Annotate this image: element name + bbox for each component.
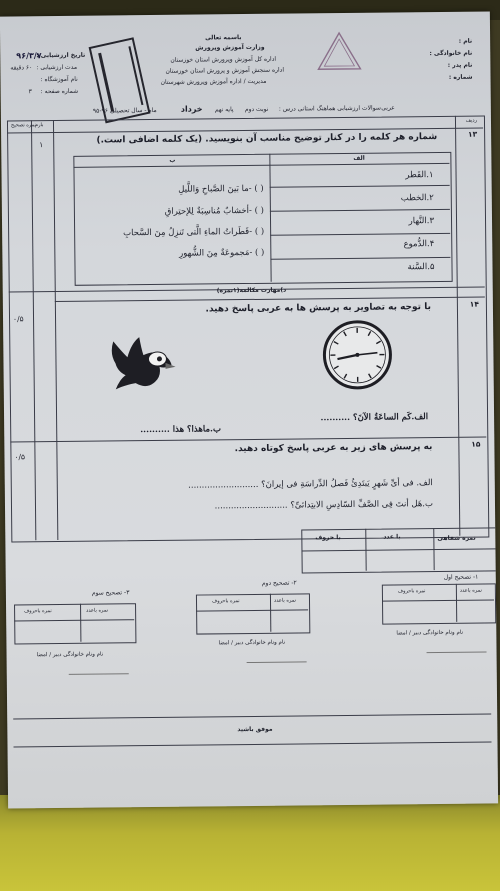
matching-table <box>73 152 452 286</box>
school-label: نام آموزشگاه : <box>40 75 78 84</box>
family-label: نام خانوادگی : <box>429 49 473 58</box>
pages-label: شماره صفحه : <box>40 87 79 96</box>
sign-label-2: نام ونام خانوادگی دبیر / امضا <box>218 639 286 647</box>
check2-label: ۲- تصحیح دوم <box>261 579 297 587</box>
subject-value: عربی <box>381 104 395 112</box>
q14-number: ۱۴ <box>469 299 479 309</box>
q14-question-b: ب.ماهذا؟ هذا .......... <box>140 424 222 436</box>
oral-digits-label: با عدد <box>383 533 401 541</box>
pages-value: ۳ <box>28 88 32 96</box>
clock-image <box>321 318 394 391</box>
bird-image <box>105 333 178 394</box>
def-2: ( ) -أخشابٌ مُناسِبَةٌ لِلإحتِراقِ <box>164 205 264 217</box>
q15-score: ۰/۵ <box>14 452 26 462</box>
oral-label: نمره شفاهی <box>437 534 476 543</box>
sign-label-1: نام ونام خانوادگی دبیر / امضا <box>396 629 464 637</box>
header-line-1: اداره کل آموزش وپرورش استان خوزستان <box>170 55 277 64</box>
def-4: ( ) -مَجموعَةٌ مِنَ الشُّهورِ <box>179 247 265 259</box>
header-line-2: اداره سنجش آموزش و پرورش استان خوزستان <box>165 66 285 75</box>
term-line: نوبت دوم <box>244 105 269 114</box>
def-3: ( ) -قَطَراتُ الماءِ الَّتی تَنزِلُ مِنَ السَّحابِ <box>123 226 265 239</box>
closing-text: موفق باشید <box>237 725 273 734</box>
word-1: ۱.القَطر <box>405 170 434 181</box>
bismillah: باسمه تعالی <box>205 34 242 42</box>
father-label: نام پدر : <box>447 61 473 69</box>
def-1: ( ) -ما بَینَ الصَّباحِ وَاللَّیلِ <box>178 183 264 195</box>
word-5: ۵.السَّنة <box>407 262 435 273</box>
col-score: بارم <box>34 122 44 129</box>
col-a-label: الف <box>353 154 365 162</box>
stamp <box>316 31 362 71</box>
col-b-label: ب <box>169 156 176 164</box>
table-surface <box>0 795 500 891</box>
word-4: ۴.الدُّموع <box>403 239 435 250</box>
date-value: ۹۶/۳/۷ <box>16 51 42 61</box>
q14-score: ۰/۵ <box>12 314 24 324</box>
check1-label: ۱- تصحیح اول <box>443 573 479 581</box>
word-3: ۳.النَّهار <box>408 216 435 227</box>
ministry-title: وزارت آموزش وپرورش <box>195 43 265 52</box>
q14-title: با توجه به تصاویر به پرسش ها به عربی پاسخ دهید. <box>205 302 431 315</box>
month-value: خرداد <box>180 104 203 114</box>
grade-line: پایه نهم <box>214 106 234 114</box>
q15-title: به پرسش های زیر به عربی پاسخ کوتاه دهید. <box>234 442 433 455</box>
word-2: ۲.الخطب <box>400 193 434 204</box>
exam-paper: باسمه تعالی وزارت آموزش وپرورش اداره کل آموزش وپرورش استان خوزستان اداره سنجش آموزش و پرورش استان خوزستان مدیریت / اداره آموزش وپرورش شهرستان نام : نام خانوادگی : نام پدر : شماره : تاریخ ارزشیابی : ۹۶/۳/۷ مدت ارزشیابی : ۶۰ دقیقه نام آموزشگاه : شماره صفحه : ۳ سوالات ارزشیابی هماهنگ استانی درس : عربی نوبت دوم پایه نهم خرداد ماه - سال تحصیلی ۹۶-۹۵ نمره تصحیح بارم ردیف ۱۳ ۱ شماره هر کلمه را در کنار توضیح مناسب آن بنویسید. (یک کلمه اضافی است.) الف ب ۱.القَطر ۲.الخطب ۳.النَّهار ۴.الدُّموع ۵.السَّنة ( ) -ما بَینَ الصَّباحِ وَاللَّیلِ ( ) -أخشابٌ مُناسِبَةٌ لِلإحتِراقِ ( ) -قَطَراتُ الماءِ الَّتی تَنزِلُ مِنَ السَّحابِ ( ) -مَجموعَةٌ مِنَ الشُّهورِ د)مهارت مکالمه(۱نمره) ۱۴ ۰/۵ با توجه به تصاویر به پرسش ها به عربی پاسخ دهید. الف.کَم الساعَةُ الآنَ؟ .......... ب.ماهذا؟ هذا .......... ۱۵ ۰/۵ به پرسش های زیر به عربی پاسخ کوتاه دهید. الف. فی أیِّ شَهرٍ یَبتَدِئُ فَصلُ الدِّراسَةِ فی إیرانَ؟ .......................... ب.هَل أنتَ فِی الصَّفِّ السّادِسِ الابتِدائیِّ؟ ........................... نمره شفاهی با عدد با حروف ۱- تصحیح اول ۲- تصحیح دوم ۳- تصحیح سوم نمره باعدد نمره باحروف نمره باعدد نمره باحروف نمره باعدد نمره باحروف نام ونام خانوادگی دبیر / امضا نام ونام خانوادگی دبیر / امضا نام ونام خانوادگی دبیر / امضا موفق باشید <box>0 11 498 808</box>
duration-value: ۶۰ دقیقه <box>10 64 33 72</box>
check3-label: ۳- تصحیح سوم <box>91 589 130 597</box>
col-row: ردیف <box>465 117 478 124</box>
q13-number: ۱۳ <box>467 129 478 139</box>
duration-label: مدت ارزشیابی : <box>36 63 78 72</box>
q13-title: شماره هر کلمه را در کنار توضیح مناسب آن بنویسید. (یک کلمه اضافی است.) <box>96 132 438 146</box>
name-label: نام : <box>458 37 473 45</box>
col-grade: نمره تصحیح <box>10 122 36 129</box>
q13-score: ۱ <box>39 140 44 150</box>
q15-number: ۱۵ <box>471 439 481 449</box>
sign-label-3: نام ونام خانوادگی دبیر / امضا <box>36 651 104 659</box>
seat-label: شماره : <box>448 73 473 81</box>
section-d-label: د)مهارت مکالمه(۱نمره) <box>216 286 287 295</box>
q15-question-b: ب.هَل أنتَ فِی الصَّفِّ السّادِسِ الابتِدائیِّ؟ ........................... <box>214 499 434 512</box>
date-label: تاریخ ارزشیابی : <box>36 51 86 60</box>
year-line: ماه - سال تحصیلی ۹۶-۹۵ <box>92 106 157 115</box>
header-line-3: مدیریت / اداره آموزش وپرورش شهرستان <box>160 77 267 86</box>
q15-question-a: الف. فی أیِّ شَهرٍ یَبتَدِئُ فَصلُ الدِّراسَةِ فی إیرانَ؟ .......................... <box>188 478 433 491</box>
subject-line: سوالات ارزشیابی هماهنگ استانی درس : <box>278 104 381 113</box>
q14-question-a: الف.کَم الساعَةُ الآنَ؟ .......... <box>320 412 429 424</box>
oral-letters-label: با حروف <box>315 534 341 542</box>
